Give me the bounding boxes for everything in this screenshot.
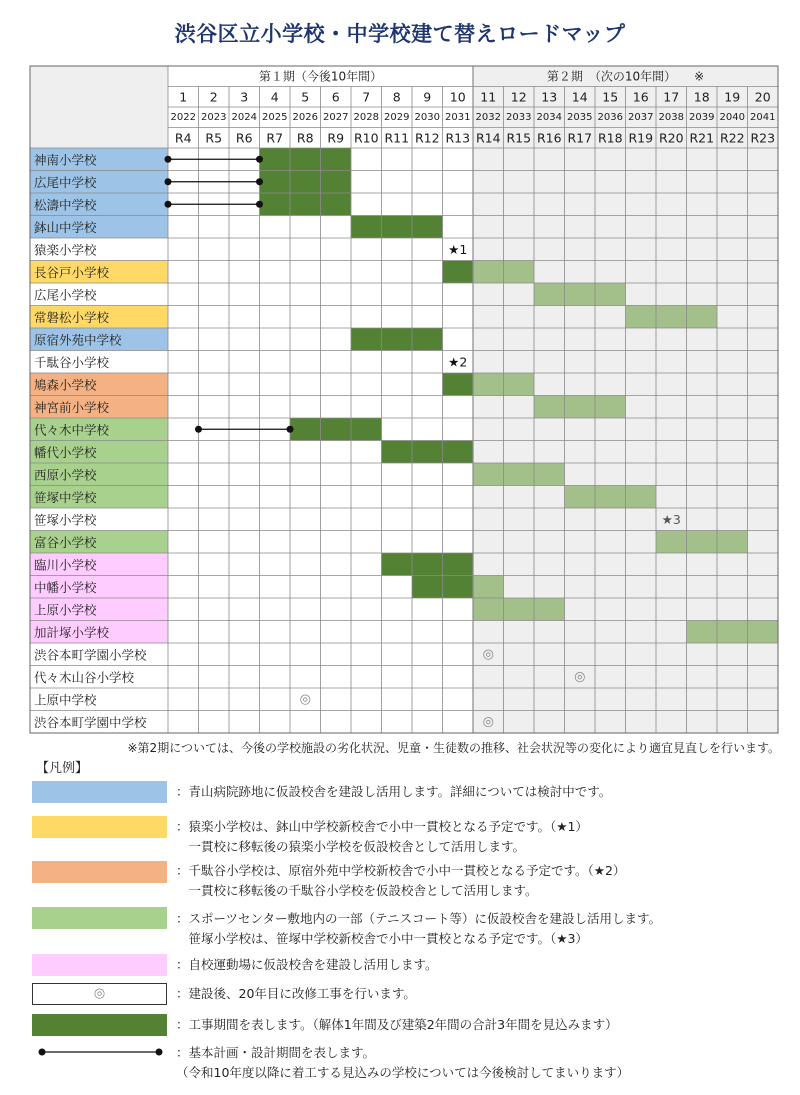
reiwa-label: R19 <box>628 130 654 146</box>
phase2-note: ※第2期については、今後の学校施設の劣化状況、児童・生徒数の推移、社会状況等の変化により適宜見直しを行います。 <box>127 741 780 755</box>
construction-period-bar <box>717 621 748 644</box>
construction-period-bar <box>534 463 565 486</box>
legend-text-blue: ：青山病院跡地に仮設校舎を建設し活用します。詳細については検討中です。 <box>176 784 612 799</box>
year-number-label: 7 <box>362 89 371 105</box>
school-name: 臨川小学校 <box>34 557 97 573</box>
year-label: 2022 <box>170 111 196 123</box>
construction-period-bar <box>321 193 352 216</box>
year-label: 2032 <box>475 111 501 123</box>
construction-period-bar <box>382 553 413 576</box>
reiwa-label: R13 <box>445 130 471 146</box>
year-label: 2031 <box>445 111 471 123</box>
construction-period-bar <box>504 373 535 396</box>
construction-period-bar <box>504 463 535 486</box>
year-number-label: 18 <box>693 89 710 105</box>
renovation-marker-icon: ◎ <box>299 691 311 707</box>
construction-period-bar <box>534 283 565 306</box>
legend-swatch-yellow <box>32 816 167 838</box>
phase2-header: 第２期 （次の10年間） ※ <box>546 69 705 84</box>
construction-period-bar <box>473 261 504 284</box>
school-name: 代々木中学校 <box>34 422 110 438</box>
school-name: 松濤中学校 <box>34 197 97 213</box>
year-label: 2028 <box>353 111 379 123</box>
design-end-dot <box>256 201 263 208</box>
school-name: 広尾小学校 <box>34 287 97 303</box>
construction-period-bar <box>473 373 504 396</box>
construction-period-bar <box>473 598 504 621</box>
star-marker: ★3 <box>661 511 681 527</box>
school-name: 笹塚中学校 <box>34 489 97 505</box>
school-name: 長谷戸小学校 <box>34 264 110 280</box>
reiwa-label: R4 <box>174 130 192 146</box>
construction-period-bar <box>290 171 321 194</box>
reiwa-label: R7 <box>266 130 284 146</box>
reiwa-label: R11 <box>384 130 410 146</box>
construction-period-bar <box>595 283 626 306</box>
year-number-label: 8 <box>392 89 401 105</box>
school-name: 幡代小学校 <box>34 444 97 460</box>
year-number-label: 20 <box>754 89 771 105</box>
construction-period-bar <box>321 171 352 194</box>
renovation-marker-icon: ◎ <box>482 646 494 662</box>
construction-period-bar <box>290 193 321 216</box>
year-label: 2034 <box>536 111 562 123</box>
reiwa-label: R23 <box>750 130 776 146</box>
school-name: 千駄谷小学校 <box>34 354 110 370</box>
reiwa-label: R16 <box>536 130 562 146</box>
reiwa-label: R9 <box>327 130 345 146</box>
school-name: 代々木山谷小学校 <box>34 669 135 685</box>
construction-period-bar <box>626 306 657 329</box>
legend-text-pink: ：自校運動場に仮設校舎を建設し活用します。 <box>176 957 438 972</box>
reiwa-label: R21 <box>689 130 715 146</box>
year-label: 2036 <box>597 111 623 123</box>
reiwa-label: R17 <box>567 130 593 146</box>
page-title: 渋谷区立小学校・中学校建て替えロードマップ <box>174 22 626 46</box>
school-name: 笹塚小学校 <box>34 512 97 528</box>
construction-period-bar <box>290 418 321 441</box>
construction-period-bar <box>656 531 687 554</box>
design-start-dot <box>195 426 202 433</box>
construction-period-bar <box>565 486 596 509</box>
legend-swatch-design-line <box>32 1042 167 1062</box>
construction-period-bar <box>382 216 413 239</box>
construction-period-bar <box>595 396 626 419</box>
construction-period-bar <box>687 621 718 644</box>
school-name: 原宿外苑中学校 <box>34 332 122 348</box>
legend-text-construction: ：工事期間を表します。（解体1年間及び建築2年間の合計3年間を見込みます） <box>176 1017 618 1032</box>
school-name: 広尾中学校 <box>34 174 97 190</box>
construction-period-bar <box>382 328 413 351</box>
construction-period-bar <box>443 576 474 599</box>
school-name: 猿楽小学校 <box>34 242 97 258</box>
reiwa-label: R8 <box>296 130 314 146</box>
reiwa-label: R22 <box>719 130 745 146</box>
construction-period-bar <box>260 193 291 216</box>
year-label: 2041 <box>750 111 776 123</box>
construction-period-bar <box>534 598 565 621</box>
legend-swatch-lightgreen <box>32 907 167 929</box>
construction-period-bar <box>290 148 321 171</box>
year-number-label: 12 <box>510 89 527 105</box>
construction-period-bar <box>626 486 657 509</box>
header-corner-cell <box>30 66 168 148</box>
year-label: 2030 <box>414 111 440 123</box>
construction-period-bar <box>504 598 535 621</box>
design-start-dot <box>165 178 172 185</box>
construction-period-bar <box>443 441 474 464</box>
construction-period-bar <box>687 531 718 554</box>
year-label: 2027 <box>323 111 349 123</box>
construction-period-bar <box>534 396 565 419</box>
year-number-label: 14 <box>571 89 588 105</box>
construction-period-bar <box>412 441 443 464</box>
school-name: 渋谷本町学園中学校 <box>34 714 147 730</box>
reiwa-label: R14 <box>475 130 501 146</box>
year-number-label: 11 <box>480 89 497 105</box>
school-name: 常磐松小学校 <box>34 309 110 325</box>
legend-text-lightgreen: ：スポーツセンター敷地内の一部（テニスコート等）に仮設校舎を建設し活用します。 笹塚小学校は、笹塚中学校新校舎で小中一貫校となる予定です。（★3） <box>176 911 662 946</box>
year-number-label: 5 <box>301 89 310 105</box>
legend-text-design: ：基本計画・設計期間を表します。 （令和10年度以降に着工する見込みの学校については今後検討してまいります） <box>176 1045 630 1080</box>
construction-period-bar <box>260 171 291 194</box>
construction-period-bar <box>473 463 504 486</box>
construction-period-bar <box>504 261 535 284</box>
construction-period-bar <box>412 328 443 351</box>
construction-period-bar <box>321 148 352 171</box>
year-number-label: 15 <box>602 89 619 105</box>
year-label: 2026 <box>292 111 318 123</box>
construction-period-bar <box>412 216 443 239</box>
year-number-label: 4 <box>270 89 279 105</box>
construction-period-bar <box>321 418 352 441</box>
star-marker: ★1 <box>448 241 468 257</box>
legend-text-renovation: ：建設後、20年目に改修工事を行います。 <box>176 986 416 1001</box>
school-name: 上原中学校 <box>34 692 97 708</box>
year-number-label: 9 <box>423 89 432 105</box>
year-label: 2024 <box>231 111 257 123</box>
construction-period-bar <box>351 418 382 441</box>
year-number-label: 13 <box>541 89 558 105</box>
school-name: 加計塚小学校 <box>34 624 110 640</box>
construction-period-bar <box>473 576 504 599</box>
legend-title: 【凡例】 <box>36 761 89 776</box>
year-label: 2039 <box>689 111 715 123</box>
design-start-dot <box>165 201 172 208</box>
year-number-label: 19 <box>724 89 741 105</box>
construction-period-bar <box>687 306 718 329</box>
year-label: 2023 <box>201 111 227 123</box>
legend-swatch-orange <box>32 861 167 883</box>
year-number-label: 1 <box>179 89 188 105</box>
reiwa-label: R5 <box>205 130 223 146</box>
construction-period-bar <box>382 441 413 464</box>
year-label: 2037 <box>628 111 654 123</box>
construction-period-bar <box>565 283 596 306</box>
year-label: 2029 <box>384 111 410 123</box>
construction-period-bar <box>412 553 443 576</box>
reiwa-label: R6 <box>235 130 253 146</box>
school-name: 西原小学校 <box>34 467 97 483</box>
year-label: 2035 <box>567 111 593 123</box>
renovation-marker-icon: ◎ <box>574 669 586 685</box>
school-name: 神南小学校 <box>34 152 97 168</box>
school-name: 上原小学校 <box>34 602 97 618</box>
construction-period-bar <box>351 328 382 351</box>
legend-swatch-construction <box>32 1014 167 1036</box>
reiwa-label: R15 <box>506 130 532 146</box>
year-number-label: 10 <box>449 89 466 105</box>
construction-period-bar <box>443 373 474 396</box>
construction-period-bar <box>443 553 474 576</box>
year-label: 2038 <box>658 111 684 123</box>
year-number-label: 3 <box>240 89 249 105</box>
construction-period-bar <box>260 148 291 171</box>
renovation-symbol-icon: ◎ <box>93 986 106 1001</box>
design-end-dot <box>287 426 294 433</box>
design-end-dot <box>256 156 263 163</box>
construction-period-bar <box>351 216 382 239</box>
construction-period-bar <box>748 621 779 644</box>
year-number-label: 17 <box>663 89 680 105</box>
school-name: 神宮前小学校 <box>34 399 110 415</box>
construction-period-bar <box>656 306 687 329</box>
construction-period-bar <box>717 531 748 554</box>
school-name: 中幡小学校 <box>34 579 97 595</box>
renovation-marker-icon: ◎ <box>482 714 494 730</box>
school-name: 渋谷本町学園小学校 <box>34 647 147 663</box>
phase1-header: 第１期（今後10年間） <box>258 69 383 84</box>
reiwa-label: R20 <box>658 130 684 146</box>
legend-swatch-blue <box>32 781 167 803</box>
design-end-dot <box>256 178 263 185</box>
reiwa-label: R12 <box>414 130 440 146</box>
reiwa-label: R18 <box>597 130 623 146</box>
legend-text-yellow: ：猿楽小学校は、鉢山中学校新校舎で小中一貫校となる予定です。（★1） 一貫校に移転後の猿楽小学校を仮設校舎として活用します。 <box>176 819 588 854</box>
school-name: 富谷小学校 <box>34 534 97 550</box>
construction-period-bar <box>412 576 443 599</box>
legend-swatch-renovation <box>32 983 167 1005</box>
construction-period-bar <box>595 486 626 509</box>
school-name: 鳩森小学校 <box>34 377 97 393</box>
year-label: 2033 <box>506 111 532 123</box>
legend-text-orange: ：千駄谷小学校は、原宿外苑中学校新校舎で小中一貫校となる予定です。（★2） 一貫校に移転後の千駄谷小学校を仮設校舎として活用します。 <box>176 863 626 898</box>
construction-period-bar <box>443 261 474 284</box>
design-start-dot <box>165 156 172 163</box>
star-marker: ★2 <box>448 354 468 370</box>
year-label: 2025 <box>262 111 288 123</box>
reiwa-label: R10 <box>353 130 379 146</box>
construction-period-bar <box>565 396 596 419</box>
year-number-label: 16 <box>632 89 649 105</box>
year-label: 2040 <box>719 111 745 123</box>
legend-swatch-pink <box>32 954 167 976</box>
year-number-label: 6 <box>331 89 340 105</box>
year-number-label: 2 <box>209 89 218 105</box>
school-name: 鉢山中学校 <box>34 219 97 235</box>
